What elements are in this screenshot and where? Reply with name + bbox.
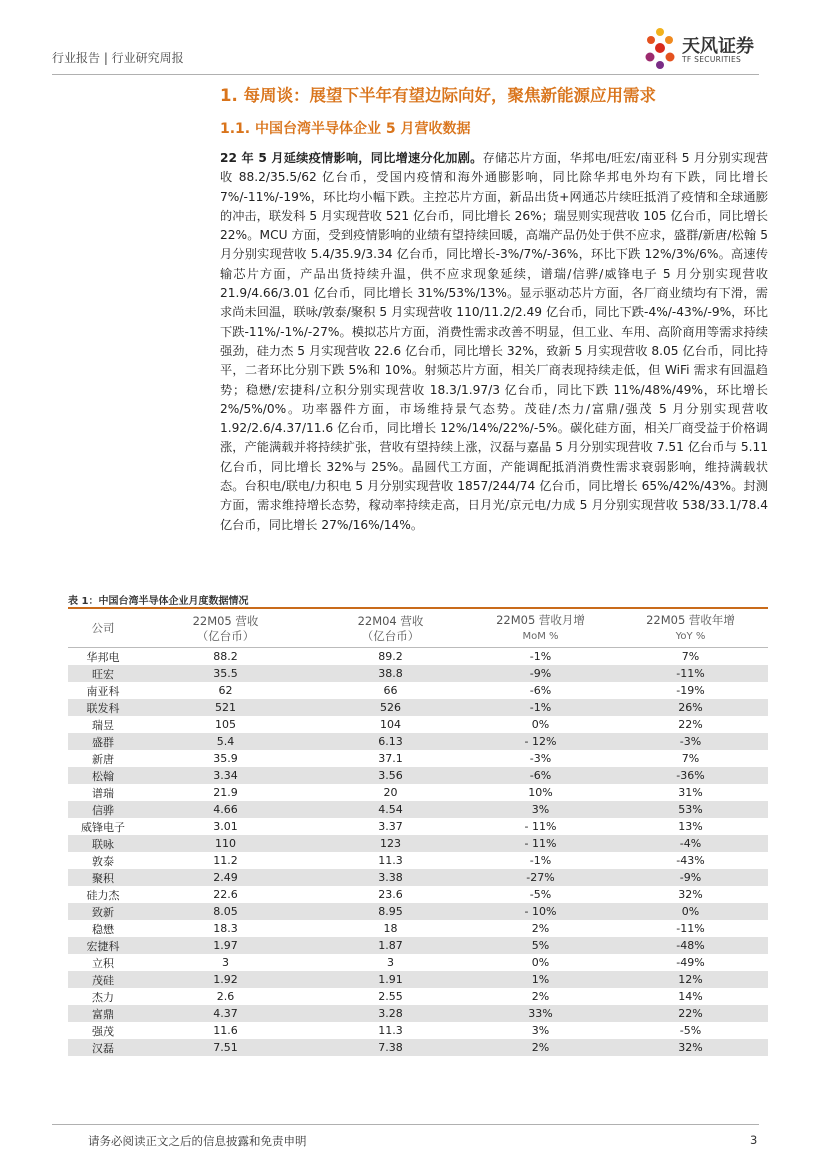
cell-company: 致新 <box>68 903 138 920</box>
cell-yoy: 53% <box>613 801 768 818</box>
cell-m04-revenue: 1.91 <box>313 971 468 988</box>
cell-yoy: 31% <box>613 784 768 801</box>
cell-company: 盛群 <box>68 733 138 750</box>
table-row <box>68 988 768 1005</box>
cell-yoy: -36% <box>613 767 768 784</box>
table-row <box>68 818 768 835</box>
cell-m05-revenue: 3 <box>138 954 313 971</box>
cell-m04-revenue: 38.8 <box>313 665 468 682</box>
cell-yoy: 12% <box>613 971 768 988</box>
cell-company: 联发科 <box>68 699 138 716</box>
header-m05-revenue: 22M05 营收 （亿台币） <box>138 610 313 648</box>
cell-m04-revenue: 3 <box>313 954 468 971</box>
page-number: 3 <box>750 1133 758 1147</box>
cell-m05-revenue: 521 <box>138 699 313 716</box>
cell-yoy: -9% <box>613 869 768 886</box>
cell-m05-revenue: 2.49 <box>138 869 313 886</box>
cell-m04-revenue: 11.3 <box>313 1022 468 1039</box>
cell-m04-revenue: 3.56 <box>313 767 468 784</box>
cell-mom: 33% <box>468 1005 613 1022</box>
cell-mom: -1% <box>468 852 613 869</box>
cell-m04-revenue: 3.28 <box>313 1005 468 1022</box>
cell-company: 硅力杰 <box>68 886 138 903</box>
cell-company: 联咏 <box>68 835 138 852</box>
cell-company: 富鼎 <box>68 1005 138 1022</box>
cell-mom: -3% <box>468 750 613 767</box>
cell-m05-revenue: 1.92 <box>138 971 313 988</box>
cell-m05-revenue: 35.5 <box>138 665 313 682</box>
cell-yoy: 32% <box>613 1039 768 1056</box>
cell-company: 松翰 <box>68 767 138 784</box>
cell-yoy: -5% <box>613 1022 768 1039</box>
cell-m05-revenue: 11.2 <box>138 852 313 869</box>
cell-m05-revenue: 5.4 <box>138 733 313 750</box>
cell-yoy: 0% <box>613 903 768 920</box>
table-row <box>68 750 768 767</box>
body-paragraph <box>220 149 768 535</box>
cell-yoy: 22% <box>613 1005 768 1022</box>
table-row <box>68 886 768 903</box>
cell-mom: 0% <box>468 716 613 733</box>
cell-m04-revenue: 1.87 <box>313 937 468 954</box>
cell-m05-revenue: 4.66 <box>138 801 313 818</box>
cell-m05-revenue: 110 <box>138 835 313 852</box>
cell-company: 稳懋 <box>68 920 138 937</box>
cell-mom: -6% <box>468 682 613 699</box>
cell-yoy: 7% <box>613 648 768 666</box>
table-row <box>68 920 768 937</box>
cell-m05-revenue: 3.34 <box>138 767 313 784</box>
cell-yoy: -49% <box>613 954 768 971</box>
table-top-rule <box>68 607 768 609</box>
cell-yoy: -19% <box>613 682 768 699</box>
table-row <box>68 971 768 988</box>
cell-company: 旺宏 <box>68 665 138 682</box>
cell-mom: 2% <box>468 988 613 1005</box>
cell-mom: 3% <box>468 801 613 818</box>
cell-m04-revenue: 7.38 <box>313 1039 468 1056</box>
cell-m05-revenue: 1.97 <box>138 937 313 954</box>
cell-m05-revenue: 22.6 <box>138 886 313 903</box>
cell-mom: - 12% <box>468 733 613 750</box>
cell-company: 威锋电子 <box>68 818 138 835</box>
cell-m04-revenue: 66 <box>313 682 468 699</box>
subsection-heading: 1.1. 中国台湾半导体企业 5 月营收数据 <box>220 121 471 137</box>
header-divider <box>52 74 759 75</box>
cell-mom: 10% <box>468 784 613 801</box>
cell-company: 谱瑞 <box>68 784 138 801</box>
cell-m05-revenue: 8.05 <box>138 903 313 920</box>
table-row <box>68 699 768 716</box>
cell-company: 瑞昱 <box>68 716 138 733</box>
cell-m04-revenue: 6.13 <box>313 733 468 750</box>
cell-yoy: -4% <box>613 835 768 852</box>
table-row <box>68 1022 768 1039</box>
footer-divider <box>52 1124 759 1125</box>
cell-mom: -27% <box>468 869 613 886</box>
cell-m05-revenue: 62 <box>138 682 313 699</box>
cell-mom: - 11% <box>468 818 613 835</box>
table-row <box>68 937 768 954</box>
header-m04-revenue: 22M04 营收 （亿台币） <box>313 610 468 648</box>
cell-m05-revenue: 105 <box>138 716 313 733</box>
cell-company: 敦泰 <box>68 852 138 869</box>
cell-company: 汉磊 <box>68 1039 138 1056</box>
cell-yoy: -3% <box>613 733 768 750</box>
cell-mom: 3% <box>468 1022 613 1039</box>
table-row <box>68 869 768 886</box>
brand-name-en: TF SECURITIES <box>682 55 742 64</box>
table-row <box>68 682 768 699</box>
table-row <box>68 1005 768 1022</box>
cell-mom: 2% <box>468 920 613 937</box>
cell-company: 新唐 <box>68 750 138 767</box>
cell-mom: -1% <box>468 648 613 666</box>
table-header-row <box>68 610 768 648</box>
cell-m05-revenue: 7.51 <box>138 1039 313 1056</box>
brand-name-cn: 天风证券 <box>682 36 754 57</box>
cell-m05-revenue: 2.6 <box>138 988 313 1005</box>
table-row <box>68 954 768 971</box>
cell-company: 立积 <box>68 954 138 971</box>
cell-m04-revenue: 11.3 <box>313 852 468 869</box>
cell-company: 信骅 <box>68 801 138 818</box>
cell-m04-revenue: 37.1 <box>313 750 468 767</box>
cell-yoy: 32% <box>613 886 768 903</box>
cell-m04-revenue: 2.55 <box>313 988 468 1005</box>
cell-mom: 0% <box>468 954 613 971</box>
table-caption: 表 1：中国台湾半导体企业月度数据情况 <box>68 596 249 607</box>
cell-yoy: 7% <box>613 750 768 767</box>
cell-m04-revenue: 23.6 <box>313 886 468 903</box>
cell-m04-revenue: 20 <box>313 784 468 801</box>
cell-m05-revenue: 11.6 <box>138 1022 313 1039</box>
table-row <box>68 835 768 852</box>
cell-company: 聚积 <box>68 869 138 886</box>
cell-m04-revenue: 104 <box>313 716 468 733</box>
cell-mom: 5% <box>468 937 613 954</box>
cell-mom: 2% <box>468 1039 613 1056</box>
cell-m05-revenue: 21.9 <box>138 784 313 801</box>
cell-m05-revenue: 4.37 <box>138 1005 313 1022</box>
cell-mom: 1% <box>468 971 613 988</box>
paragraph-text: 存储芯片方面，华邦电/旺宏/南亚科 5 月分别实现营收 88.2/35.5/62 亿台币，受国内疫情和海外通膨影响，同比除华邦电外均有下跌，同比增长 7%/-11%/-19%，环比均小幅下跌。主控芯片方面，新品出货+网通芯片续旺抵消了疫情和全球通膨的冲击，联发科 5 月实现营收 521 亿台币，同比增长 26%；瑞昱则实现营收 105 亿台币，同比增长 22%。MCU 方面，受到疫情影响的业绩有望持续回暖，高端产品仍处于供不应求，盛群/新唐/松翰 5 月分别实现营收 5.4/35.9/3.34 亿台币，同比增长-3%/7%/-36%，环比下跌 12%/3%/6%。高速传输芯片方面，产品出货持续升温，供不应求现象延续，谱瑞/信骅/威锋电子 5 月分别实现营收 21.9/4.66/3.01 亿台币，同比增长 31%/53%/13%。显示驱动芯片方面，各厂商业绩均有下滑，需求尚未回温，联咏/敦泰/聚积 5 月实现营收 110/11.2/2.49 亿台币，同比下跌-4%/-43%/-9%，环比下跌-11%/-1%/-27%。模拟芯片方面，消费性需求改善不明显，但工业、车用、高阶商用等需求持续强劲，硅力杰 5 月实现营收 22.6 亿台币，同比增长 32%，致新 5 月实现营收 8.05 亿台币，同比持平，二者环比分别下跌 5%和 10%。射频芯片方面，相关厂商表现持续走低，但 WiFi 需求有回温趋势；稳懋/宏捷科/立积分别实现营收 18.3/1.97/3 亿台币，同比下跌 11%/48%/49%，环比增长 2%/5%/0%。功率器件方面，市场维持景气态势。茂硅/杰力/富鼎/强茂 5 月分别实现营收 1.92/2.6/4.37/11.6 亿台币，同比增长 12%/14%/22%/-5%。碳化硅方面，相关厂商受益于价格调涨，产能满载并将持续扩张，营收有望持续上涨，汉磊与嘉晶 5 月分别实现营收 7.51 亿台币与 5.11 亿台币，同比增长 32%与 25%。晶圆代工方面，产能调配抵消消费性需求衰弱影响，维持满载状态。台积电/联电/力积电 5 月分别实现营收 1857/244/74 亿台币，同比增长 65%/42%/43%。封测方面，需求维持增长态势，稼动率持续走高，日月光/京元电/力成 5 月分别实现营收 538/33.1/78.4 亿台币，同比增长 27%/16%/14%。 <box>220 151 769 532</box>
cell-yoy: 26% <box>613 699 768 716</box>
cell-m04-revenue: 4.54 <box>313 801 468 818</box>
cell-yoy: -48% <box>613 937 768 954</box>
cell-yoy: -11% <box>613 920 768 937</box>
cell-m05-revenue: 35.9 <box>138 750 313 767</box>
table-row <box>68 665 768 682</box>
cell-mom: -9% <box>468 665 613 682</box>
cell-m04-revenue: 3.38 <box>313 869 468 886</box>
cell-m04-revenue: 3.37 <box>313 818 468 835</box>
table-row <box>68 903 768 920</box>
table-row <box>68 852 768 869</box>
cell-mom: -6% <box>468 767 613 784</box>
cell-mom: - 11% <box>468 835 613 852</box>
cell-yoy: 13% <box>613 818 768 835</box>
cell-company: 宏捷科 <box>68 937 138 954</box>
cell-mom: -1% <box>468 699 613 716</box>
report-category: 行业报告 | 行业研究周报 <box>52 51 184 65</box>
table-row <box>68 648 768 666</box>
header-company: 公司 <box>68 610 138 648</box>
table-row <box>68 784 768 801</box>
cell-company: 华邦电 <box>68 648 138 666</box>
revenue-table <box>68 610 768 1056</box>
cell-m04-revenue: 526 <box>313 699 468 716</box>
cell-company: 南亚科 <box>68 682 138 699</box>
header-yoy: 22M05 营收年增 YoY % <box>613 610 768 648</box>
cell-yoy: -11% <box>613 665 768 682</box>
cell-company: 杰力 <box>68 988 138 1005</box>
cell-m05-revenue: 3.01 <box>138 818 313 835</box>
cell-mom: -5% <box>468 886 613 903</box>
cell-company: 强茂 <box>68 1022 138 1039</box>
cell-company: 茂硅 <box>68 971 138 988</box>
cell-yoy: 14% <box>613 988 768 1005</box>
cell-yoy: -43% <box>613 852 768 869</box>
cell-mom: - 10% <box>468 903 613 920</box>
cell-m04-revenue: 123 <box>313 835 468 852</box>
table-row <box>68 733 768 750</box>
cell-m04-revenue: 18 <box>313 920 468 937</box>
footer-disclaimer: 请务必阅读正文之后的信息披露和免责申明 <box>88 1134 307 1148</box>
table-row <box>68 801 768 818</box>
cell-m04-revenue: 89.2 <box>313 648 468 666</box>
table-row <box>68 716 768 733</box>
table-row <box>68 767 768 784</box>
section-heading: 1. 每周谈：展望下半年有望边际向好，聚焦新能源应用需求 <box>220 86 656 105</box>
cell-m05-revenue: 18.3 <box>138 920 313 937</box>
cell-m04-revenue: 8.95 <box>313 903 468 920</box>
cell-m05-revenue: 88.2 <box>138 648 313 666</box>
paragraph-lead: 22 年 5 月延续疫情影响，同比增速分化加剧。 <box>220 151 483 165</box>
cell-yoy: 22% <box>613 716 768 733</box>
header-mom: 22M05 营收月增 MoM % <box>468 610 613 648</box>
table-row <box>68 1039 768 1056</box>
